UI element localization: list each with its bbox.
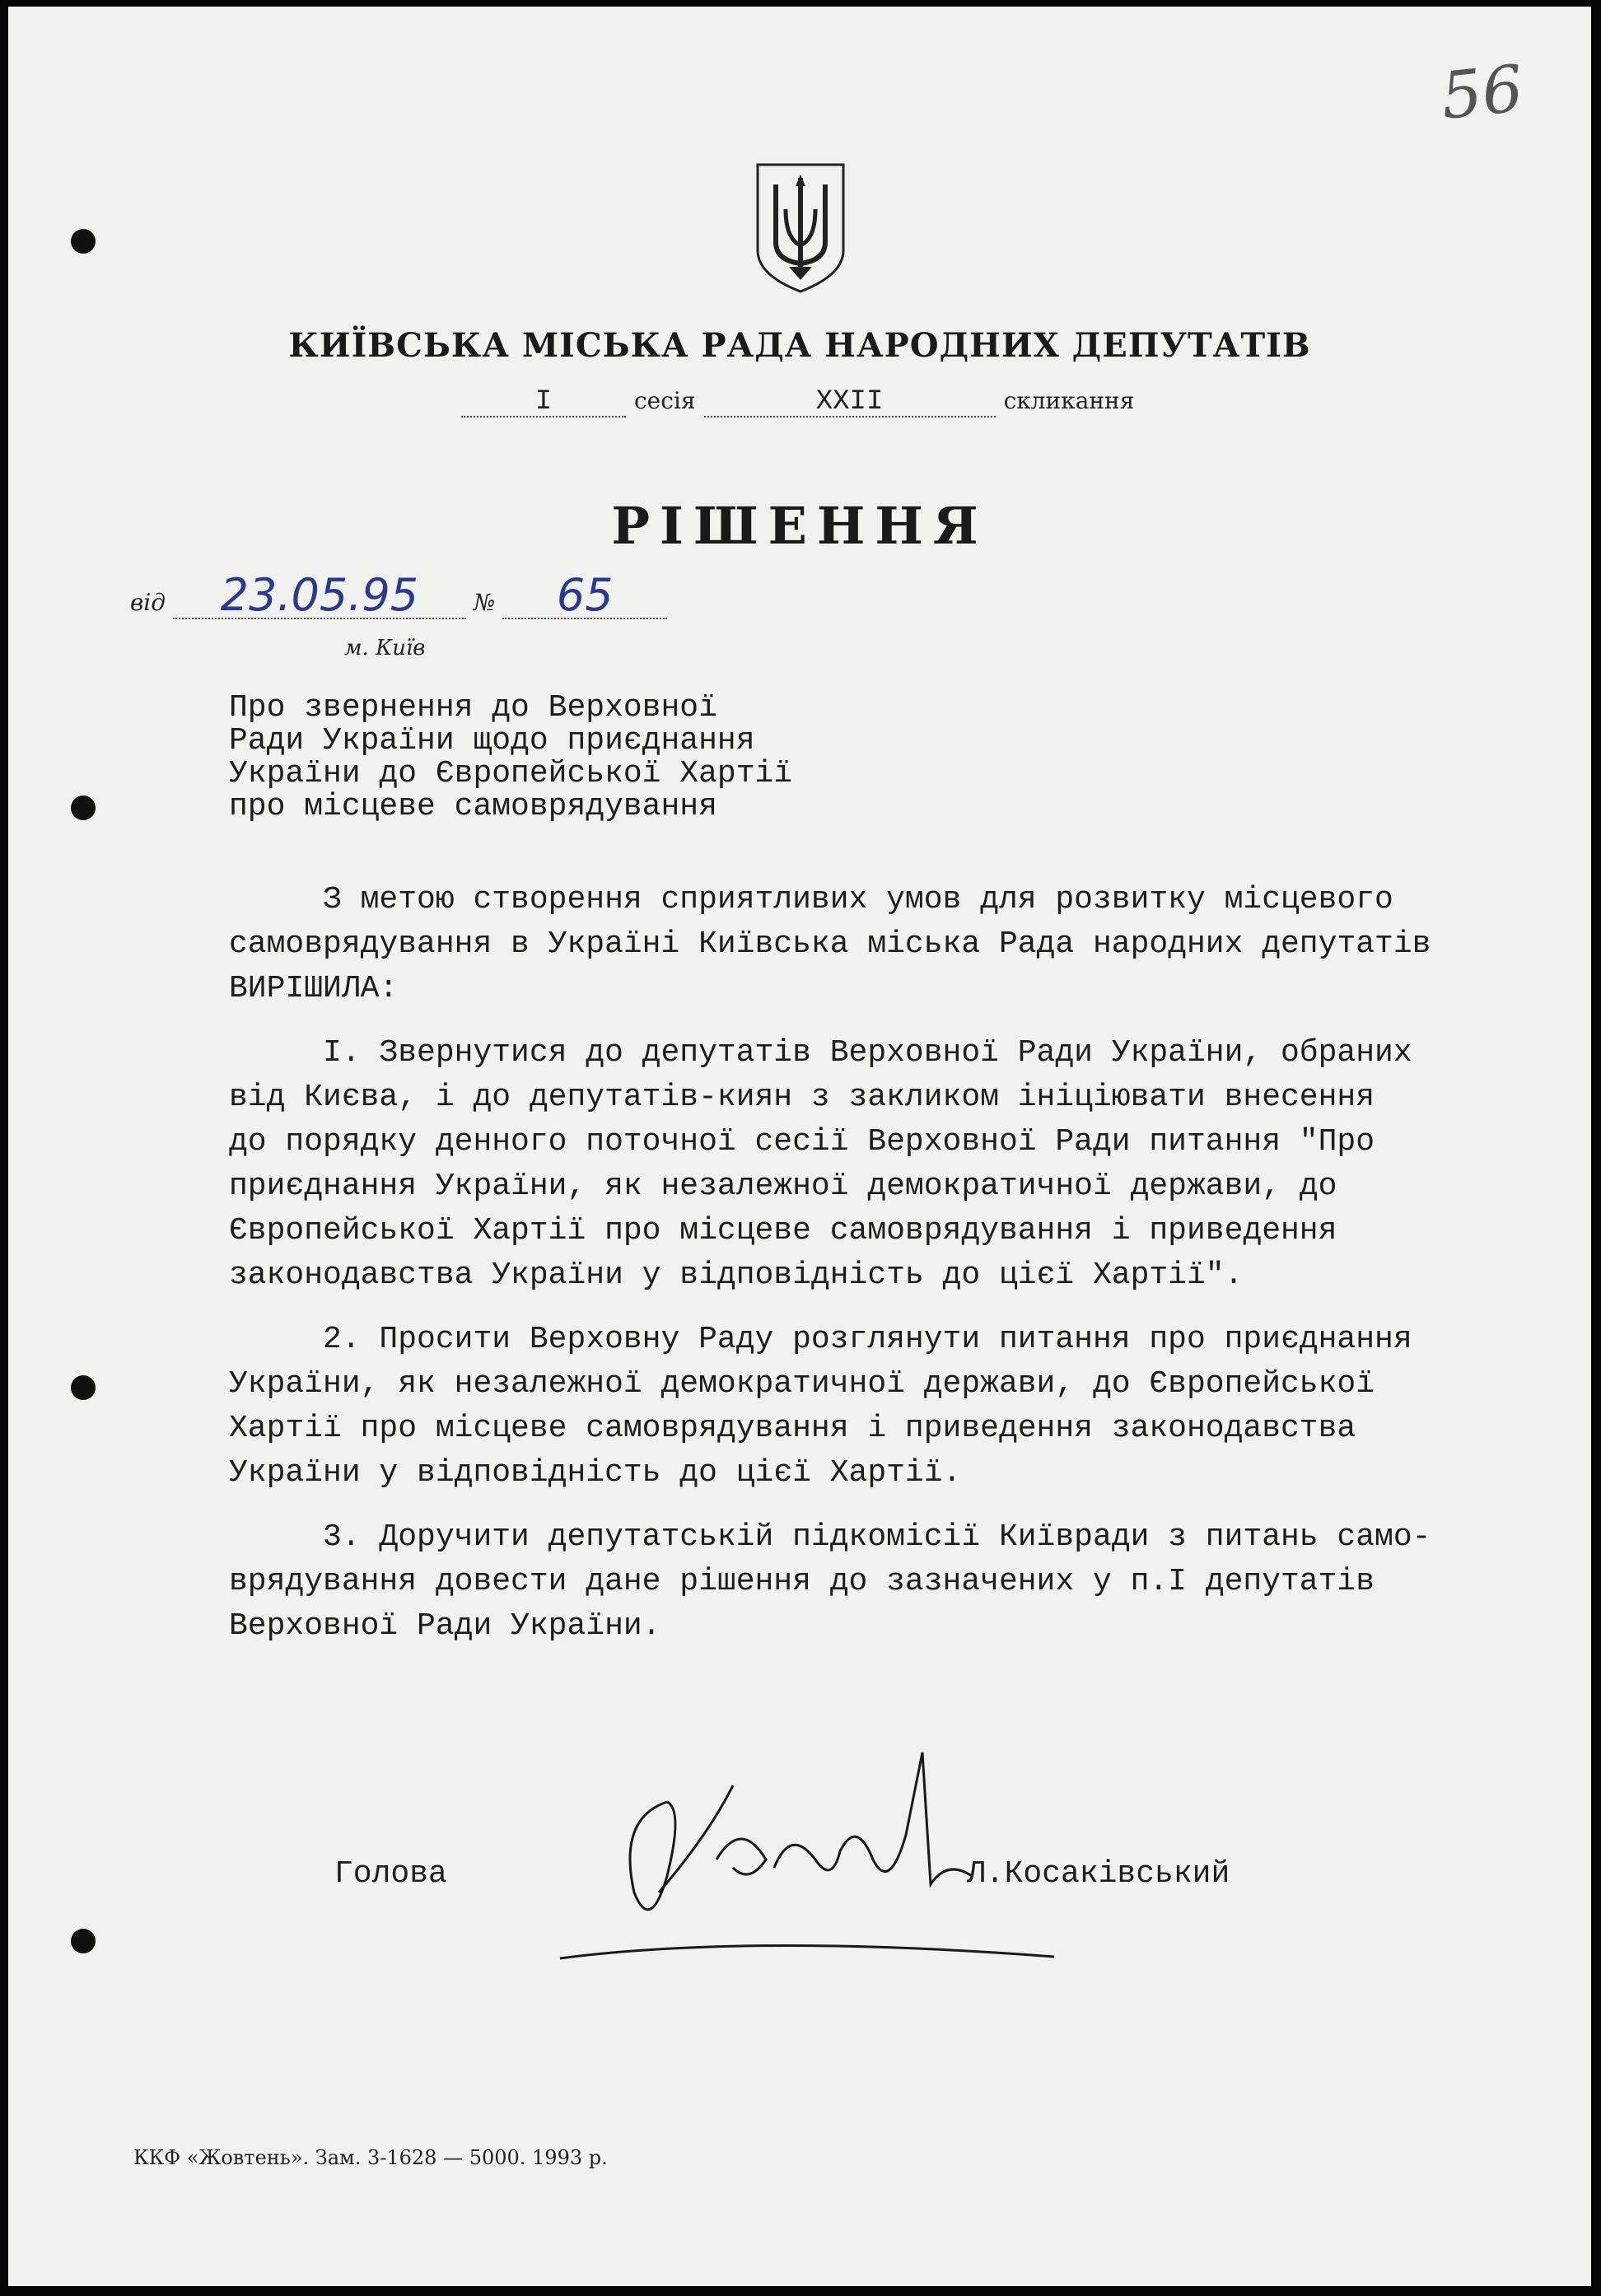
item1-line: приєднання України, як незалежної демократичної держави, до xyxy=(229,1169,1337,1204)
item3-line: Верховної Ради України. xyxy=(229,1608,661,1644)
binder-hole xyxy=(71,796,96,820)
date-prefix: від xyxy=(130,589,166,616)
item3-line: врядування довести дане рішення до зазначених у п.I депутатів xyxy=(229,1564,1375,1599)
item2-line: України у відповідність до цієї Хартії. xyxy=(229,1455,962,1491)
subject-line: Ради України щодо приєднання xyxy=(229,723,755,758)
preamble-line: самоврядування в Україні Київська міська Рада народних депутатів xyxy=(229,926,1431,962)
item3-line: 3. Доручити депутатській підкомісії Київради з питань само- xyxy=(229,1519,1431,1555)
convocation-number: XXII xyxy=(704,388,996,418)
document-title: РІШЕННЯ xyxy=(611,496,988,556)
subject-line: про місцеве самоврядування xyxy=(229,789,717,824)
subject-line: України до Європейської Хартії xyxy=(229,756,793,791)
city: м. Київ xyxy=(344,636,426,660)
binder-hole xyxy=(71,1929,96,1953)
subject-block xyxy=(229,692,792,824)
organization-name: КИЇВСЬКА МІСЬКА РАДА НАРОДНИХ ДЕПУТАТІВ xyxy=(288,326,1311,365)
item1-line: від Києва, і до депутатів-киян з закликом ініціювати внесення xyxy=(229,1080,1375,1115)
preamble-line: ВИРІШИЛА: xyxy=(229,971,399,1006)
handwritten-signature-icon xyxy=(544,1736,1087,1967)
preamble-line: З метою створення сприятливих умов для розвитку місцевого xyxy=(229,882,1393,917)
item2-line: 2. Просити Верховну Раду розглянути питання про приєднання xyxy=(229,1322,1412,1357)
date-number-line xyxy=(130,569,667,621)
body-text xyxy=(229,878,1431,1649)
binder-hole xyxy=(71,229,96,254)
number-prefix: № xyxy=(473,589,496,616)
item1-line: до порядку денного поточної сесії Верховної Ради питання "Про xyxy=(229,1124,1375,1160)
convocation-label: скликання xyxy=(1003,387,1135,414)
signatory-role: Голова xyxy=(334,1856,447,1892)
session-line xyxy=(461,387,1142,418)
document-number: 65 xyxy=(502,573,667,619)
printer-imprint: ККФ «Жовтень». Зам. 3-1628 — 5000. 1993 р. xyxy=(133,2146,608,2169)
subject-line: Про звернення до Верховної xyxy=(229,690,717,726)
item2-line: Хартії про місцеве самоврядування і приведення законодавства xyxy=(229,1411,1356,1446)
item1-line: I. Звернутися до депутатів Верховної Ради України, обраних xyxy=(229,1035,1412,1071)
archive-number: 56 xyxy=(1437,52,1527,134)
session-label: сесія xyxy=(634,387,696,414)
item1-line: законодавства України у відповідність до цієї Хартії". xyxy=(229,1258,1244,1293)
binder-hole xyxy=(71,1375,96,1400)
trident-emblem-icon xyxy=(751,160,850,295)
signatory-name: Л.Косаківський xyxy=(967,1856,1230,1892)
item2-line: України, як незалежної демократичної держави, до Європейської xyxy=(229,1366,1375,1402)
document-date: 23.05.95 xyxy=(173,573,466,619)
item1-line: Європейської Хартії про місцеве самоврядування і приведення xyxy=(229,1213,1337,1248)
session-number: I xyxy=(461,388,626,418)
document-page xyxy=(8,7,1591,2286)
